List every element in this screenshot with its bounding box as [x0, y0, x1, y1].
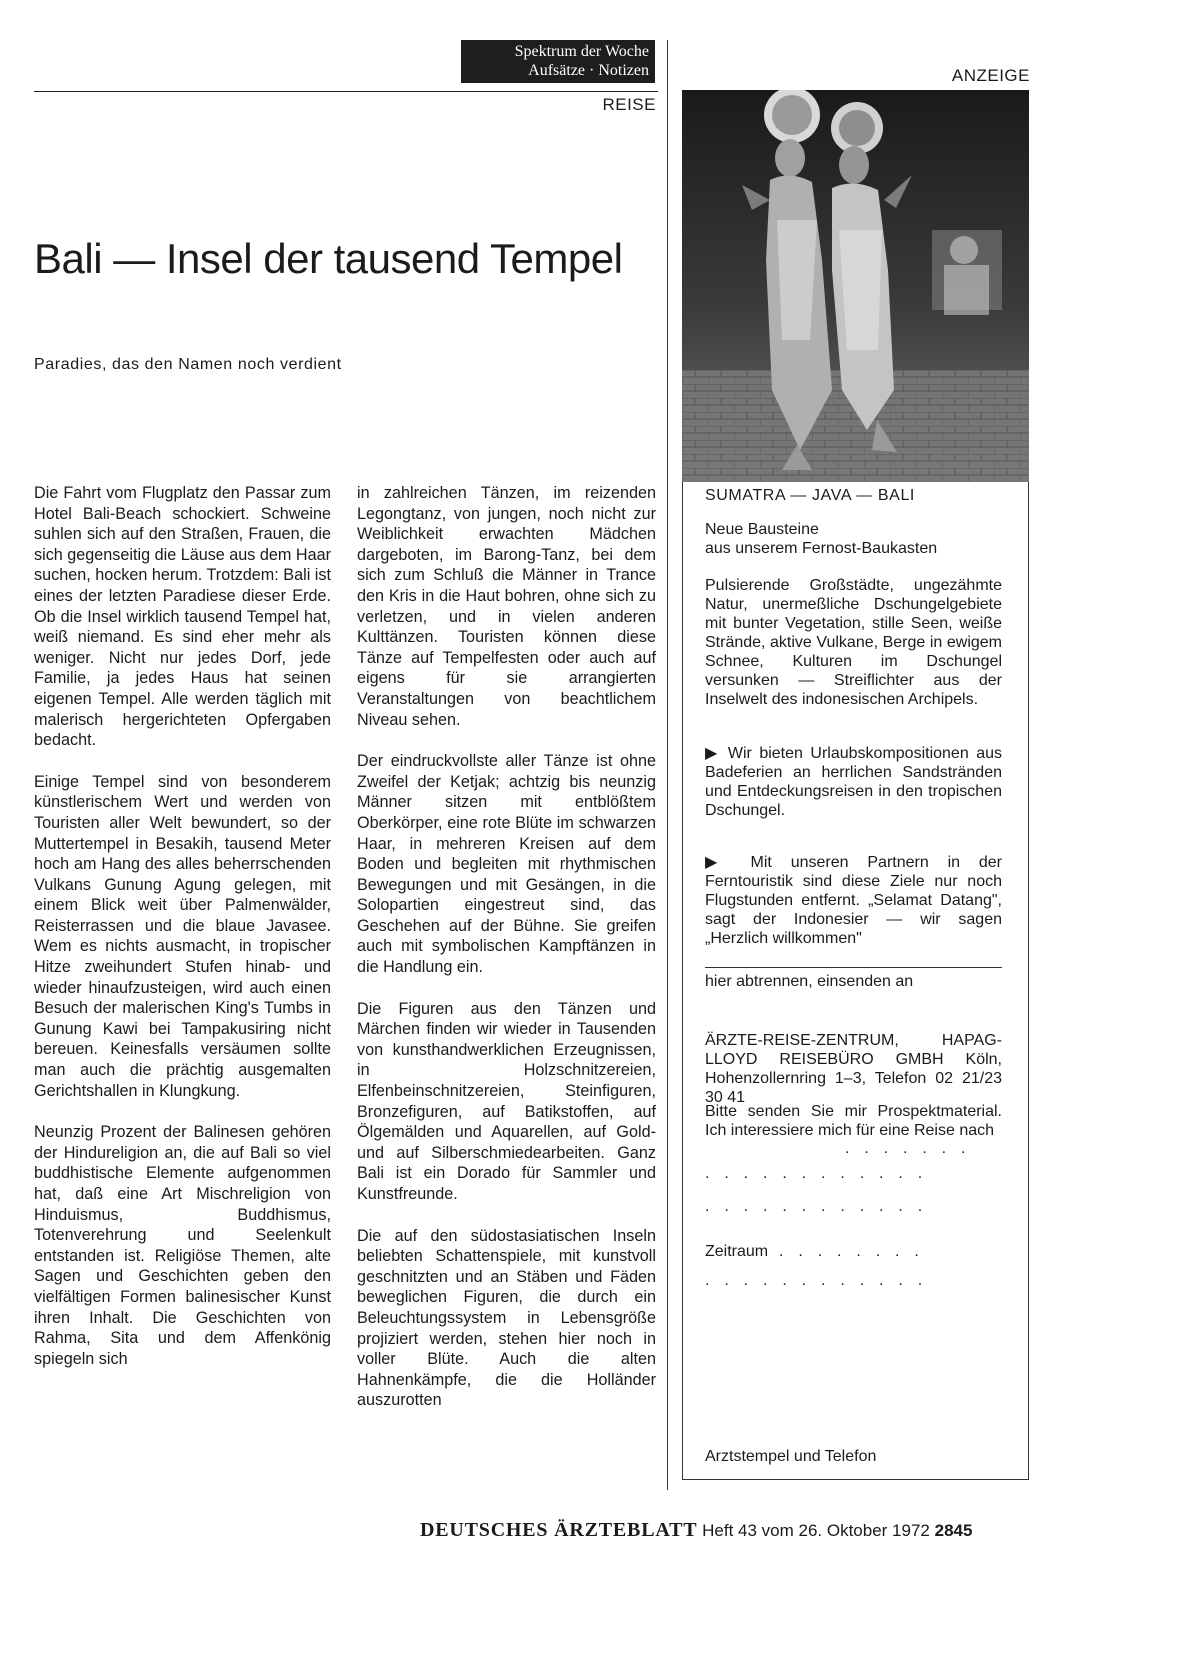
article-column-2 [357, 483, 656, 1432]
page-number: 2845 [934, 1521, 973, 1540]
article-subtitle: Paradies, das den Namen noch verdient [34, 356, 342, 373]
ad-destinations: SUMATRA — JAVA — BALI [705, 487, 915, 504]
ad-headline [705, 520, 1002, 558]
ad-point-2-text: Mit unseren Partnern in der Ferntouristik sind diese Ziele nur noch Flugstunden entfernt. „Selamat Datang", sagt der Indonesier — wir sagen „Herzlich willkommen" [705, 854, 1002, 947]
destination-fill-line-3[interactable]: . . . . . . . . . . . . [705, 1198, 925, 1215]
issue-info: Heft 43 vom 26. Oktober 1972 [702, 1521, 930, 1540]
dancers-photo [682, 90, 1029, 482]
ad-request: Bitte senden Sie mir Prospektmaterial. Ich interessiere mich für eine Reise nach [705, 1103, 1002, 1139]
magazine-name: DEUTSCHES ÄRZTEBLATT [420, 1519, 698, 1541]
paragraph: Die Figuren aus den Tänzen und Märchen finden wir wieder in Tausenden von kunsthandwerklichen Erzeugnissen, in Holzschnitzereien, Elfenbeinschnitzereien, Steinfiguren, Bronzefiguren, auf Batikstoffen, auf Ölgemälden und Aquarellen, auf Gold- und auf Silberschmiedearbeiten. Ganz Bali ist ein Dorado für Sammler und Kunstfreunde. [357, 999, 656, 1203]
article-column-1 [34, 483, 331, 1390]
ad-label: ANZEIGE [951, 66, 1030, 85]
triangle-bullet-icon: ▶ [705, 745, 721, 762]
paragraph: Der eindruckvollste aller Tänze ist ohne Zweifel der Ketjak; achtzig bis neunzig Männer sitzen mit entblößtem Oberkörper, eine rote Blüte im schwarzen Haar, in mehreren Kreisen auf dem Boden und begleiten mit rhythmischen Bewegungen und mit Gesängen, in die Solopartien eingestreut sind, das Geschehen auf der Bühne. Sie greifen auch mit symbolischen Kampftänzen in die Handlung ein. [357, 752, 656, 977]
page-footer [420, 1519, 972, 1542]
ad-headline-line2: aus unserem Fernost-Baukasten [705, 540, 938, 557]
paragraph: Einige Tempel sind von besonderem künstlerischem Wert und werden von Touristen aller Welt bewundert, so der Muttertempel in Besakih, tausend Meter hoch am Hang des alles beherrschenden Vulkans Gunung Agung gelegen, mit einem Blick weit über Palmenwälder, Reisterrassen und die blaue Javasee. Wem es nichts ausmacht, in tropischer Hitze zweihundert Stufen hinab- und wieder hinaufzusteigen, wird auch einen Besuch der malerischen King's Tumbs in Gunung Kawi bei Tampakusiring nicht bereuen. Keinesfalls versäumen sollte man auch die prächtig ausgemalten Gerichtshallen in Klungkung. [34, 772, 331, 1100]
period-label: Zeitraum [705, 1243, 769, 1260]
stamp-label: Arztstempel und Telefon [705, 1448, 877, 1465]
ad-intro: Pulsierende Großstädte, ungezähmte Natur, unermeßliche Dschungelgebiete mit bunter Vegetation, stille Seen, weiße Strände, aktive Vulkane, Berge in ewigem Schnee, Kulturen im Dschungel versunken — Streiflichter aus der Inselwelt des indonesischen Archipels. [705, 577, 1002, 708]
category-label: REISE [602, 95, 656, 114]
destination-fill-line-2[interactable]: . . . . . . . . . . . . [705, 1165, 925, 1182]
cut-line [705, 967, 1002, 968]
paragraph: in zahlreichen Tänzen, im reizenden Legongtanz, von jungen, noch nicht zur Weiblichkeit erwachten Mädchen dargeboten, im Barong-Tanz, bei dem sich zum Schluß die Männer in Trance den Kris in die Haut bohren, ohne sich zu verletzen, und in vielen anderen Kulttänzen. Touristen können diese Tänze auf Tempelfesten oder auch auf eigens für sie arrangierten Veranstaltungen von beachtlichem Niveau sehen. [357, 484, 656, 729]
header-rule [34, 91, 658, 92]
paragraph: Die Fahrt vom Flugplatz den Passar zum Hotel Bali-Beach schockiert. Schweine suhlen sich auf den Straßen, Frauen, die sich gegenseitig die Läuse aus dem Haar suchen, hocken herum. Trotzdem: Bali ist eines der letzten Paradiese dieser Erde. Ob die Insel wirklich tausend Tempel hat, weiß niemand. Es sind eher mehr als weniger. Nicht nur jedes Dorf, jede Familie, ja jedes Haus hat seinen eigenen Tempel. Alle werden täglich mit malerisch hergerichteten Opfergaben bedacht. [34, 484, 331, 750]
ad-point-1 [705, 744, 1002, 820]
ad-point-2 [705, 853, 1002, 948]
section-badge-line2: Aufsätze · Notizen [528, 62, 649, 79]
period-fill-line[interactable]: . . . . . . . . [772, 1243, 921, 1260]
column-divider [667, 40, 668, 1490]
period-field [705, 1242, 1002, 1261]
article-title: Bali — Insel der tausend Tempel [34, 235, 623, 282]
section-badge [461, 40, 655, 83]
ad-point-1-text: Wir bieten Urlaubskompositionen aus Badeferien an herrlichen Sandstränden und Entdeckungsreisen in den tropischen Dschungel. [705, 745, 1003, 819]
period-fill-line-2[interactable]: . . . . . . . . . . . . [705, 1272, 925, 1289]
paragraph: Neunzig Prozent der Balinesen gehören der Hindureligion an, die auf Bali so viel buddhistische Elemente aufgenommen hat, daß eine Art Mischreligion von Hinduismus, Buddhismus, Totenverehrung und Seelenkult entstanden ist. Religiöse Themen, alte Sagen und Geschichten geben den vielfältigen Formen balinesischer Kunst ihren Inhalt. Die Geschichten von Rahma, Sita und dem Affenkönig spiegeln sich [34, 1123, 331, 1368]
destination-fill-line-1[interactable]: . . . . . . . [845, 1140, 968, 1157]
ad-address: ÄRZTE-REISE-ZENTRUM, HAPAG-LLOYD REISEBÜRO GMBH Köln, Hohenzollernring 1–3, Telefon 02 21/23 30 41 [705, 1032, 1002, 1106]
cut-instruction: hier abtrennen, einsenden an [705, 973, 914, 990]
paragraph: Die auf den südostasiatischen Inseln beliebten Schattenspiele, mit kunstvoll geschnitzten und an Stäben und Fäden beweglichen Figuren, die durch ein Beleuchtungssystem in Lebensgröße projiziert werden, stehen hier noch in voller Blüte. Auch die alten Hahnenkämpfe, die die Holländer auszurotten [357, 1226, 656, 1410]
triangle-bullet-icon: ▶ [705, 854, 732, 871]
ad-headline-line1: Neue Bausteine [705, 521, 819, 538]
section-badge-line1: Spektrum der Woche [514, 43, 649, 60]
